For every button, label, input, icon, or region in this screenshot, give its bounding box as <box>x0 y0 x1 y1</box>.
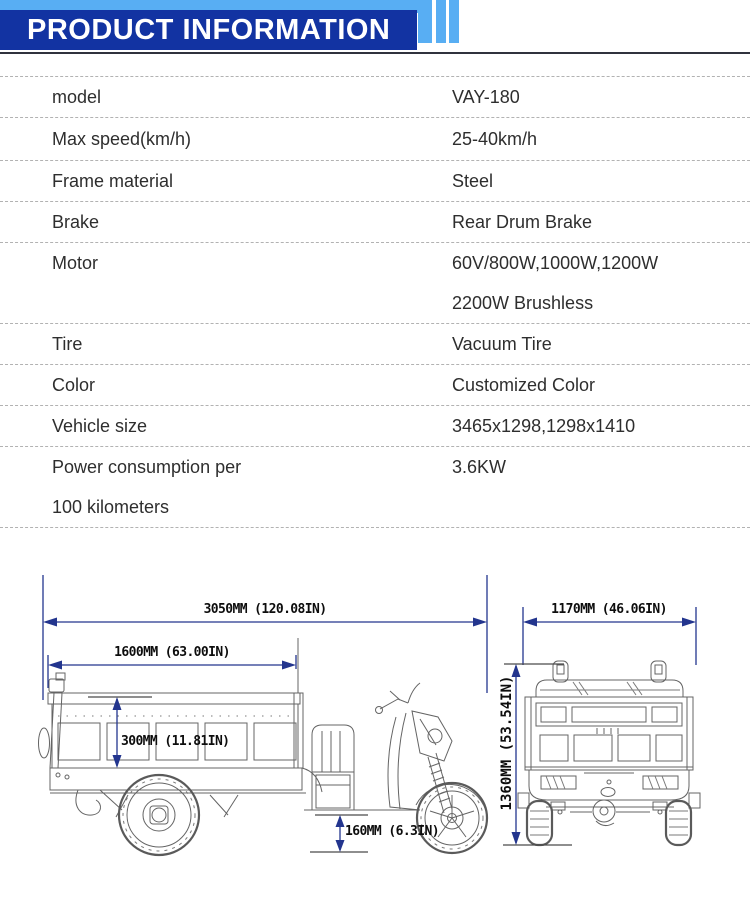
spec-row-tire <box>0 323 750 364</box>
spec-value: Customized Color <box>452 375 596 395</box>
spec-row-max-speed <box>0 117 750 160</box>
spec-value: 3.6KW <box>452 457 507 477</box>
dim-cargo-depth <box>88 697 152 768</box>
dimension-label-overall-width: 1170MM (46.06IN) <box>551 602 667 617</box>
chassis-side <box>56 773 238 817</box>
dim-overall-length <box>43 575 487 700</box>
spec-value: Vacuum Tire <box>452 334 552 354</box>
spec-label: Motor <box>52 253 99 273</box>
dimension-label-cargo-box-length: 1600MM (63.00IN) <box>114 645 230 660</box>
header-accent-bar-3 <box>449 0 459 43</box>
rear-wheels <box>527 801 691 845</box>
spec-row-vehicle-size <box>0 405 750 446</box>
spec-label: Color <box>52 375 96 395</box>
spec-label: Vehicle size <box>52 416 148 436</box>
spec-label: Max speed(km/h) <box>52 129 192 149</box>
dimension-label-cargo-box-depth: 300MM (11.81IN) <box>121 734 230 749</box>
spec-label: Tire <box>52 334 83 354</box>
spec-row-motor <box>0 242 750 323</box>
side-view-sketch <box>39 638 488 855</box>
rear-axle <box>546 800 674 826</box>
spec-label: Brake <box>52 212 100 232</box>
dimension-label-overall-length: 3050MM (120.08IN) <box>203 602 327 617</box>
cab-rack-and-floor <box>304 725 420 810</box>
front-body-side <box>376 683 453 810</box>
spec-value-line2: 2200W Brushless <box>452 293 594 313</box>
header-accent-bar-1 <box>418 0 432 43</box>
vehicle-drawings <box>0 569 750 899</box>
spec-value: Steel <box>452 171 494 191</box>
spec-value: 25-40km/h <box>452 129 538 149</box>
page-title: PRODUCT INFORMATION <box>27 13 391 46</box>
spec-label-line2: 100 kilometers <box>52 497 170 517</box>
dimension-label-overall-height: 1360MM (53.54IN) <box>499 675 515 811</box>
spec-value: VAY-180 <box>452 87 520 107</box>
rear-view-sketch <box>518 661 700 845</box>
dimension-label-ground-clearance: 160MM (6.3IN) <box>345 824 439 839</box>
cargo-box-rear <box>525 661 693 770</box>
spec-label: Frame material <box>52 171 174 191</box>
spec-table <box>0 76 750 528</box>
cargo-box-side <box>39 638 323 793</box>
spec-label: model <box>52 87 102 107</box>
front-wheel-side <box>417 783 487 853</box>
dimension-diagram <box>0 569 750 899</box>
page-title-banner <box>0 10 417 50</box>
spec-label: Power consumption per <box>52 457 242 477</box>
header-accent-bar-2 <box>436 0 446 43</box>
rear-wheel-side <box>119 775 199 855</box>
spec-value: 60V/800W,1000W,1200W <box>452 253 659 273</box>
spec-row-frame-material <box>0 160 750 201</box>
spec-row-color <box>0 364 750 405</box>
spec-value: Rear Drum Brake <box>452 212 593 232</box>
header-divider <box>0 52 750 54</box>
spec-row-model <box>0 76 750 117</box>
spec-row-power-consumption <box>0 446 750 528</box>
spec-value: 3465x1298,1298x1410 <box>452 416 636 436</box>
spec-row-brake <box>0 201 750 242</box>
